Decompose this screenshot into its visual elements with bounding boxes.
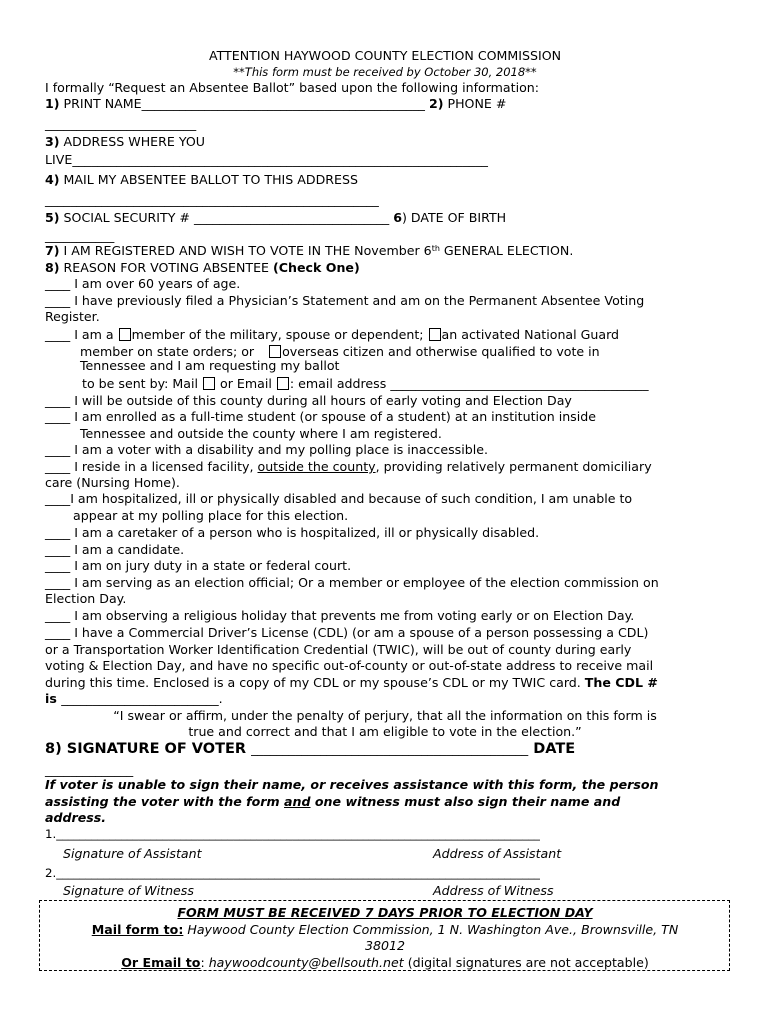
assistant-signature-line[interactable]: 1.__________________________________________________________________________________ (45, 827, 540, 841)
assistance-note-3: address. (45, 810, 107, 825)
item-7-registered: 7) I AM REGISTERED AND WISH TO VOTE IN THE November 6th GENERAL ELECTION. (45, 243, 574, 258)
email-address-field[interactable]: _________________________________________ (390, 376, 649, 391)
reason-candidate[interactable]: ____ I am a candidate. (45, 542, 185, 557)
reason-military-line3: Tennessee and I am requesting my ballot (80, 358, 340, 373)
reason-student-cont: Tennessee and outside the county where I am registered. (80, 426, 442, 441)
reason-physician-statement[interactable]: ____ I have previously filed a Physician’s Statement and am on the Permanent Absentee Voting (45, 293, 645, 308)
military-checkbox[interactable] (119, 328, 131, 341)
overseas-checkbox[interactable] (269, 345, 281, 358)
ssn-field[interactable]: _______________________________ (193, 210, 390, 225)
reason-disability[interactable]: ____ I am a voter with a disability and my polling place is inaccessible. (45, 442, 488, 457)
email-delivery-checkbox[interactable] (277, 377, 289, 390)
print-name-label: PRINT NAME (59, 96, 142, 111)
reason-caretaker[interactable]: ____ I am a caretaker of a person who is hospitalized, ill or physically disabled. (45, 525, 540, 540)
intro-text: I formally “Request an Absentee Ballot” based upon the following information: (45, 80, 540, 95)
dob-label: ) DATE OF BIRTH (401, 210, 507, 225)
voter-signature-field[interactable]: ____________________________________________ (251, 741, 529, 756)
footer-deadline-heading: FORM MUST BE RECEIVED 7 DAYS PRIOR TO ELECTION DAY (177, 905, 593, 920)
reason-student[interactable]: ____ I am enrolled as a full-time student (or spouse of a student) at an institution inside (45, 409, 596, 424)
address-label: 3) ADDRESS WHERE YOU (45, 134, 205, 149)
reason-licensed-facility-cont: care (Nursing Home). (45, 475, 180, 490)
footer-email-link[interactable]: haywoodcounty@bellsouth.net (208, 955, 404, 970)
reason-hospitalized[interactable]: ____I am hospitalized, ill or physically disabled and because of such condition, I am unable to (45, 491, 633, 506)
phone-field[interactable]: ________________________ (45, 116, 197, 131)
witness-signature-line[interactable]: 2.__________________________________________________________________________________ (45, 866, 540, 880)
witness-address-caption: Address of Witness (433, 883, 554, 898)
live-row: LIVE__________________________________________________________________ (45, 152, 488, 167)
mail-address-field[interactable]: _____________________________________________________ (45, 192, 379, 207)
national-guard-checkbox[interactable] (429, 328, 441, 341)
dob-field[interactable]: ___________ (45, 228, 115, 243)
assistance-note-1: If voter is unable to sign their name, or receives assistance with this form, the person (45, 777, 659, 792)
print-name-field[interactable]: _____________________________________________ (141, 96, 425, 111)
ssn-label: SOCIAL SECURITY # (59, 210, 194, 225)
reason-jury-duty[interactable]: ____ I am on jury duty in a state or federal court. (45, 558, 352, 573)
assistant-signature-caption: Signature of Assistant (63, 846, 202, 861)
reason-outside-county[interactable]: ____ I will be outside of this county during all hours of early voting and Election Day (45, 393, 572, 408)
reason-cdl-line3: voting & Election Day, and have no specific out-of-county or out-of-state address to receive mail (45, 658, 654, 673)
reason-election-official[interactable]: ____ I am serving as an election official; Or a member or employee of the election commission on (45, 575, 659, 590)
assistant-address-caption: Address of Assistant (433, 846, 562, 861)
footer-mail-row: Mail form to: Haywood County Election Commission, 1 N. Washington Ave., Brownsville, TN (91, 922, 679, 937)
reason-election-official-cont: Election Day. (45, 591, 127, 606)
ballot-delivery-row: to be sent by: Mail or Email : email address _________________________________________ (82, 376, 649, 391)
item-8-reason-heading: 8) REASON FOR VOTING ABSENTEE (Check One) (45, 260, 360, 275)
reason-hospitalized-cont: appear at my polling place for this election. (73, 508, 349, 523)
form-title: ATTENTION HAYWOOD COUNTY ELECTION COMMISSION (208, 48, 562, 63)
voter-signature-row: 8) SIGNATURE OF VOTER ____________________________________________ DATE (45, 741, 576, 757)
reason-military: ____ I am a member of the military, spouse or dependent; an activated National Guard (45, 327, 620, 342)
reason-over-60[interactable]: ____ I am over 60 years of age. (45, 276, 241, 291)
footer-mail-zip: 38012 (364, 938, 406, 953)
cdl-number-row: is _________________________. (45, 691, 223, 706)
reason-religious-holiday[interactable]: ____ I am observing a religious holiday that prevents me from voting early or on Election Day. (45, 608, 635, 623)
witness-signature-caption: Signature of Witness (63, 883, 194, 898)
footer-email-row: Or Email to: haywoodcounty@bellsouth.net (digital signatures are not acceptable) (121, 955, 649, 970)
reason-cdl[interactable]: ____ I have a Commercial Driver’s License (CDL) (or am a spouse of a person possessing a CDL) (45, 625, 649, 640)
reason-cdl-line4: during this time. Enclosed is a copy of my CDL or my spouse’s CDL or my TWIC card. The CDL # (45, 675, 658, 690)
reason-physician-statement-cont: Register. (45, 309, 100, 324)
assistance-note-2: assisting the voter with the form and one witness must also sign their name and (45, 794, 621, 809)
reason-cdl-line2: or a Transportation Worker Identification Credential (TWIC), will be out of county during early (45, 642, 632, 657)
cdl-number-field[interactable]: _________________________. (61, 691, 223, 706)
phone-label: PHONE # (443, 96, 507, 111)
name-phone-row: 1) PRINT NAME_____________________________________________ 2) PHONE # (45, 96, 507, 111)
oath-line-2: true and correct and that I am eligible to vote in the election.” (188, 724, 582, 739)
signature-date-field[interactable]: ______________ (45, 762, 134, 777)
address-field[interactable]: __________________________________________________________________ (72, 152, 488, 167)
mail-ballot-label: 4) MAIL MY ABSENTEE BALLOT TO THIS ADDRESS (45, 172, 358, 187)
reason-licensed-facility[interactable]: ____ I reside in a licensed facility, outside the county, providing relatively permanent domiciliary (45, 459, 652, 474)
ssn-dob-row: 5) SOCIAL SECURITY # _______________________________ 6) DATE OF BIRTH (45, 210, 507, 225)
deadline-note: **This form must be received by October 30, 2018** (233, 65, 537, 79)
mail-delivery-checkbox[interactable] (203, 377, 215, 390)
oath-line-1: “I swear or affirm, under the penalty of perjury, that all the information on this form is (113, 708, 657, 723)
reason-military-line2: member on state orders; or overseas citizen and otherwise qualified to vote in (80, 344, 600, 359)
